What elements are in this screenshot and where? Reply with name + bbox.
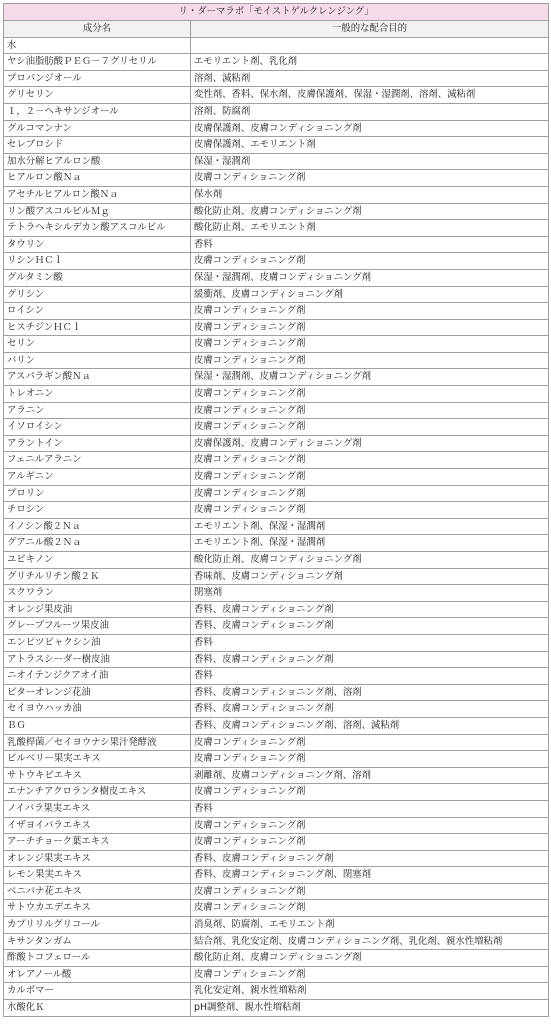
table-row	[4, 535, 549, 552]
table-row	[4, 170, 549, 187]
ingredient-name-cell: セレブロシド	[4, 137, 191, 154]
ingredient-name-cell: フェニルアラニン	[4, 452, 191, 469]
purpose-cell: 皮膚コンディショニング剤	[191, 319, 549, 336]
ingredient-name-cell: アーチチョーク葉エキス	[4, 834, 191, 851]
ingredient-name-cell: グルコマンナン	[4, 120, 191, 137]
table-row	[4, 402, 549, 419]
table-row	[4, 153, 549, 170]
table-row	[4, 469, 549, 486]
purpose-cell: 香料、皮膚コンディショニング剤、溶剤	[191, 684, 549, 701]
purpose-cell: 酸化防止剤、皮膚コンディショニング剤	[191, 203, 549, 220]
table-row	[4, 87, 549, 104]
purpose-cell: 皮膚コンディショニング剤	[191, 817, 549, 834]
ingredient-name-cell: オレンジ果実エキス	[4, 850, 191, 867]
ingredient-name-cell: グレープフルーツ果皮油	[4, 618, 191, 635]
ingredient-name-cell: リン酸アスコルビルＭｇ	[4, 203, 191, 220]
ingredient-name-cell: オレンジ果皮油	[4, 601, 191, 618]
purpose-cell: 皮膚コンディショニング剤	[191, 834, 549, 851]
purpose-cell: 皮膚保護剤、皮膚コンディショニング剤	[191, 435, 549, 452]
purpose-cell: 皮膚コンディショニング剤	[191, 386, 549, 403]
table-row	[4, 552, 549, 569]
table-row	[4, 883, 549, 900]
ingredient-name-cell: セイヨウハッカ油	[4, 701, 191, 718]
table-row	[4, 817, 549, 834]
table-row	[4, 634, 549, 651]
table-row	[4, 352, 549, 369]
purpose-cell	[191, 37, 549, 54]
purpose-cell: 皮膚コンディショニング剤	[191, 966, 549, 983]
table-row	[4, 120, 549, 137]
table-row	[4, 601, 549, 618]
ingredient-name-cell: グリチルリチン酸２Ｋ	[4, 568, 191, 585]
table-row	[4, 502, 549, 519]
purpose-cell: 香料、皮膚コンディショニング剤、溶剤、減粘剤	[191, 717, 549, 734]
table-row	[4, 70, 549, 87]
ingredient-name-cell: エナンチアクロランタ樹皮エキス	[4, 784, 191, 801]
purpose-cell: 皮膚コンディショニング剤	[191, 502, 549, 519]
purpose-cell: 皮膚コンディショニング剤	[191, 352, 549, 369]
purpose-cell: 皮膚コンディショニング剤	[191, 402, 549, 419]
ingredient-name-cell: リシンＨＣｌ	[4, 253, 191, 270]
purpose-cell: pH調整剤、親水性増粘剤	[191, 1000, 549, 1017]
ingredient-name-cell: キサンタンガム	[4, 933, 191, 950]
ingredient-name-cell: レモン果実エキス	[4, 867, 191, 884]
purpose-cell: 皮膚コンディショニング剤	[191, 452, 549, 469]
purpose-cell: 皮膚コンディショニング剤	[191, 900, 549, 917]
table-title: リ・ダーマラボ「モイストゲルクレンジング」	[4, 4, 549, 21]
table-row	[4, 186, 549, 203]
ingredient-name-cell: グリシン	[4, 286, 191, 303]
table-row	[4, 1000, 549, 1017]
table-row	[4, 269, 549, 286]
purpose-cell: 香料	[191, 800, 549, 817]
purpose-cell: 皮膚コンディショニング剤	[191, 485, 549, 502]
table-row	[4, 717, 549, 734]
purpose-cell: 酸化防止剤、皮膚コンディショニング剤	[191, 950, 549, 967]
purpose-cell: 皮膚コンディショニング剤	[191, 336, 549, 353]
purpose-cell: 香料	[191, 236, 549, 253]
table-row	[4, 485, 549, 502]
purpose-cell: 皮膚コンディショニング剤	[191, 469, 549, 486]
table-row	[4, 435, 549, 452]
ingredient-name-cell: ＢＧ	[4, 717, 191, 734]
ingredient-name-cell: アルギニン	[4, 469, 191, 486]
title-row	[4, 4, 549, 21]
purpose-cell: 剥離剤、皮膚コンディショニング剤、溶剤	[191, 767, 549, 784]
header-row	[4, 21, 549, 38]
table-row	[4, 452, 549, 469]
table-row	[4, 900, 549, 917]
table-row	[4, 966, 549, 983]
purpose-cell: 結合剤、乳化安定剤、皮膚コンディショニング剤、乳化剤、親水性増粘剤	[191, 933, 549, 950]
ingredient-name-cell: スクワラン	[4, 585, 191, 602]
table-row	[4, 784, 549, 801]
table-row	[4, 386, 549, 403]
ingredient-name-cell: ノイバラ果実エキス	[4, 800, 191, 817]
table-row	[4, 701, 549, 718]
ingredient-name-cell: イソロイシン	[4, 419, 191, 436]
purpose-cell: 皮膚コンディショニング剤	[191, 253, 549, 270]
purpose-cell: 変性剤、香料、保水剤、皮膚保護剤、保湿・湿潤剤、溶剤、減粘剤	[191, 87, 549, 104]
purpose-cell: 香料、皮膚コンディショニング剤、閉塞剤	[191, 867, 549, 884]
purpose-cell: 香料、皮膚コンディショニング剤	[191, 651, 549, 668]
ingredient-name-cell: ビターオレンジ花油	[4, 684, 191, 701]
ingredient-name-cell: オレアノール酸	[4, 966, 191, 983]
purpose-cell: 皮膚コンディショニング剤	[191, 419, 549, 436]
ingredient-name-cell: ニオイテンジクアオイ油	[4, 668, 191, 685]
table-row	[4, 767, 549, 784]
ingredient-name-cell: タウリン	[4, 236, 191, 253]
ingredient-name-cell: カプリリルグリコール	[4, 917, 191, 934]
table-row	[4, 286, 549, 303]
ingredient-name-cell: アスパラギン酸Ｎａ	[4, 369, 191, 386]
ingredient-name-cell: 水酸化Ｋ	[4, 1000, 191, 1017]
table-row	[4, 917, 549, 934]
ingredient-name-cell: ユビキノン	[4, 552, 191, 569]
table-row	[4, 800, 549, 817]
ingredient-name-cell: ヤシ油脂肪酸ＰＥＧ－７グリセリル	[4, 54, 191, 71]
ingredient-name-cell: プロパンジオール	[4, 70, 191, 87]
table-row	[4, 236, 549, 253]
table-row	[4, 933, 549, 950]
table-row	[4, 668, 549, 685]
ingredient-name-cell: サトウキビエキス	[4, 767, 191, 784]
ingredient-name-cell: 乳酸桿菌／セイヨウナシ果汁発酵液	[4, 734, 191, 751]
ingredient-name-cell: アラニン	[4, 402, 191, 419]
ingredient-name-cell: エンピツビャクシン油	[4, 634, 191, 651]
table-row	[4, 734, 549, 751]
table-row	[4, 518, 549, 535]
table-row	[4, 585, 549, 602]
purpose-cell: 皮膚コンディショニング剤	[191, 883, 549, 900]
table-row	[4, 203, 549, 220]
table-row	[4, 751, 549, 768]
purpose-cell: 溶剤、減粘剤	[191, 70, 549, 87]
ingredient-name-cell: セリン	[4, 336, 191, 353]
table-row	[4, 137, 549, 154]
ingredient-name-cell: イノシン酸２Ｎａ	[4, 518, 191, 535]
column-header-ingredient: 成分名	[4, 21, 191, 38]
purpose-cell: エモリエント剤、乳化剤	[191, 54, 549, 71]
ingredient-name-cell: グアニル酸２Ｎａ	[4, 535, 191, 552]
purpose-cell: 皮膚コンディショニング剤	[191, 784, 549, 801]
table-row	[4, 834, 549, 851]
purpose-cell: 消臭剤、防腐剤、エモリエント剤	[191, 917, 549, 934]
table-row	[4, 37, 549, 54]
table-row	[4, 651, 549, 668]
ingredient-name-cell: 加水分解ヒアルロン酸	[4, 153, 191, 170]
ingredient-name-cell: ビルベリー果実エキス	[4, 751, 191, 768]
table-row	[4, 253, 549, 270]
table-row	[4, 336, 549, 353]
ingredient-name-cell: トレオニン	[4, 386, 191, 403]
purpose-cell: 保水剤	[191, 186, 549, 203]
table-row	[4, 867, 549, 884]
table-row	[4, 618, 549, 635]
table-row	[4, 319, 549, 336]
purpose-cell: 保湿・湿潤剤、皮膚コンディショニング剤	[191, 369, 549, 386]
ingredient-name-cell: ロイシン	[4, 303, 191, 320]
purpose-cell: 皮膚保護剤、エモリエント剤	[191, 137, 549, 154]
purpose-cell: 酸化防止剤、皮膚コンディショニング剤	[191, 552, 549, 569]
ingredient-name-cell: グリセリン	[4, 87, 191, 104]
ingredient-name-cell: プロリン	[4, 485, 191, 502]
table-row	[4, 850, 549, 867]
column-header-purpose: 一般的な配合目的	[191, 21, 549, 38]
ingredient-sheet	[3, 3, 548, 1017]
table-row	[4, 684, 549, 701]
ingredient-name-cell: チロシン	[4, 502, 191, 519]
table-row	[4, 369, 549, 386]
purpose-cell: 皮膚コンディショニング剤	[191, 170, 549, 187]
purpose-cell: 香料、皮膚コンディショニング剤	[191, 618, 549, 635]
purpose-cell: 皮膚コンディショニング剤	[191, 303, 549, 320]
ingredient-name-cell: 水	[4, 37, 191, 54]
ingredient-name-cell: １，２－ヘキサンジオール	[4, 103, 191, 120]
ingredient-table	[3, 3, 549, 1017]
purpose-cell: 皮膚コンディショニング剤	[191, 751, 549, 768]
ingredient-name-cell: グルタミン酸	[4, 269, 191, 286]
purpose-cell: 香料	[191, 634, 549, 651]
purpose-cell: 閉塞剤	[191, 585, 549, 602]
table-row	[4, 54, 549, 71]
ingredient-name-cell: テトラヘキシルデカン酸アスコルビル	[4, 220, 191, 237]
ingredient-name-cell: ヒアルロン酸Ｎａ	[4, 170, 191, 187]
table-row	[4, 220, 549, 237]
ingredient-name-cell: ベニバナ花エキス	[4, 883, 191, 900]
purpose-cell: 香料	[191, 668, 549, 685]
purpose-cell: 香味剤、皮膚コンディショニング剤	[191, 568, 549, 585]
purpose-cell: 保湿・湿潤剤	[191, 153, 549, 170]
ingredient-name-cell: サトウカエデエキス	[4, 900, 191, 917]
purpose-cell: 保湿・湿潤剤、皮膚コンディショニング剤	[191, 269, 549, 286]
ingredient-name-cell: 酢酸トコフェロール	[4, 950, 191, 967]
ingredient-name-cell: ヒスチジンＨＣｌ	[4, 319, 191, 336]
ingredient-name-cell: アトラスシーダー樹皮油	[4, 651, 191, 668]
purpose-cell: 緩衝剤、皮膚コンディショニング剤	[191, 286, 549, 303]
table-row	[4, 103, 549, 120]
purpose-cell: エモリエント剤、保湿・湿潤剤	[191, 518, 549, 535]
table-row	[4, 419, 549, 436]
purpose-cell: 皮膚コンディショニング剤	[191, 734, 549, 751]
table-body	[4, 37, 549, 1016]
purpose-cell: 酸化防止剤、エモリエント剤	[191, 220, 549, 237]
purpose-cell: 溶剤、防腐剤	[191, 103, 549, 120]
table-row	[4, 568, 549, 585]
purpose-cell: 香料、皮膚コンディショニング剤	[191, 850, 549, 867]
ingredient-name-cell: カルボマー	[4, 983, 191, 1000]
purpose-cell: 皮膚保護剤、皮膚コンディショニング剤	[191, 120, 549, 137]
ingredient-name-cell: アセチルヒアルロン酸Ｎａ	[4, 186, 191, 203]
table-row	[4, 950, 549, 967]
ingredient-name-cell: アラントイン	[4, 435, 191, 452]
ingredient-name-cell: バリン	[4, 352, 191, 369]
table-row	[4, 303, 549, 320]
purpose-cell: 乳化安定剤、親水性増粘剤	[191, 983, 549, 1000]
ingredient-name-cell: イザヨイバラエキス	[4, 817, 191, 834]
purpose-cell: エモリエント剤、保湿・湿潤剤	[191, 535, 549, 552]
table-row	[4, 983, 549, 1000]
purpose-cell: 香料、皮膚コンディショニング剤	[191, 701, 549, 718]
purpose-cell: 香料、皮膚コンディショニング剤	[191, 601, 549, 618]
